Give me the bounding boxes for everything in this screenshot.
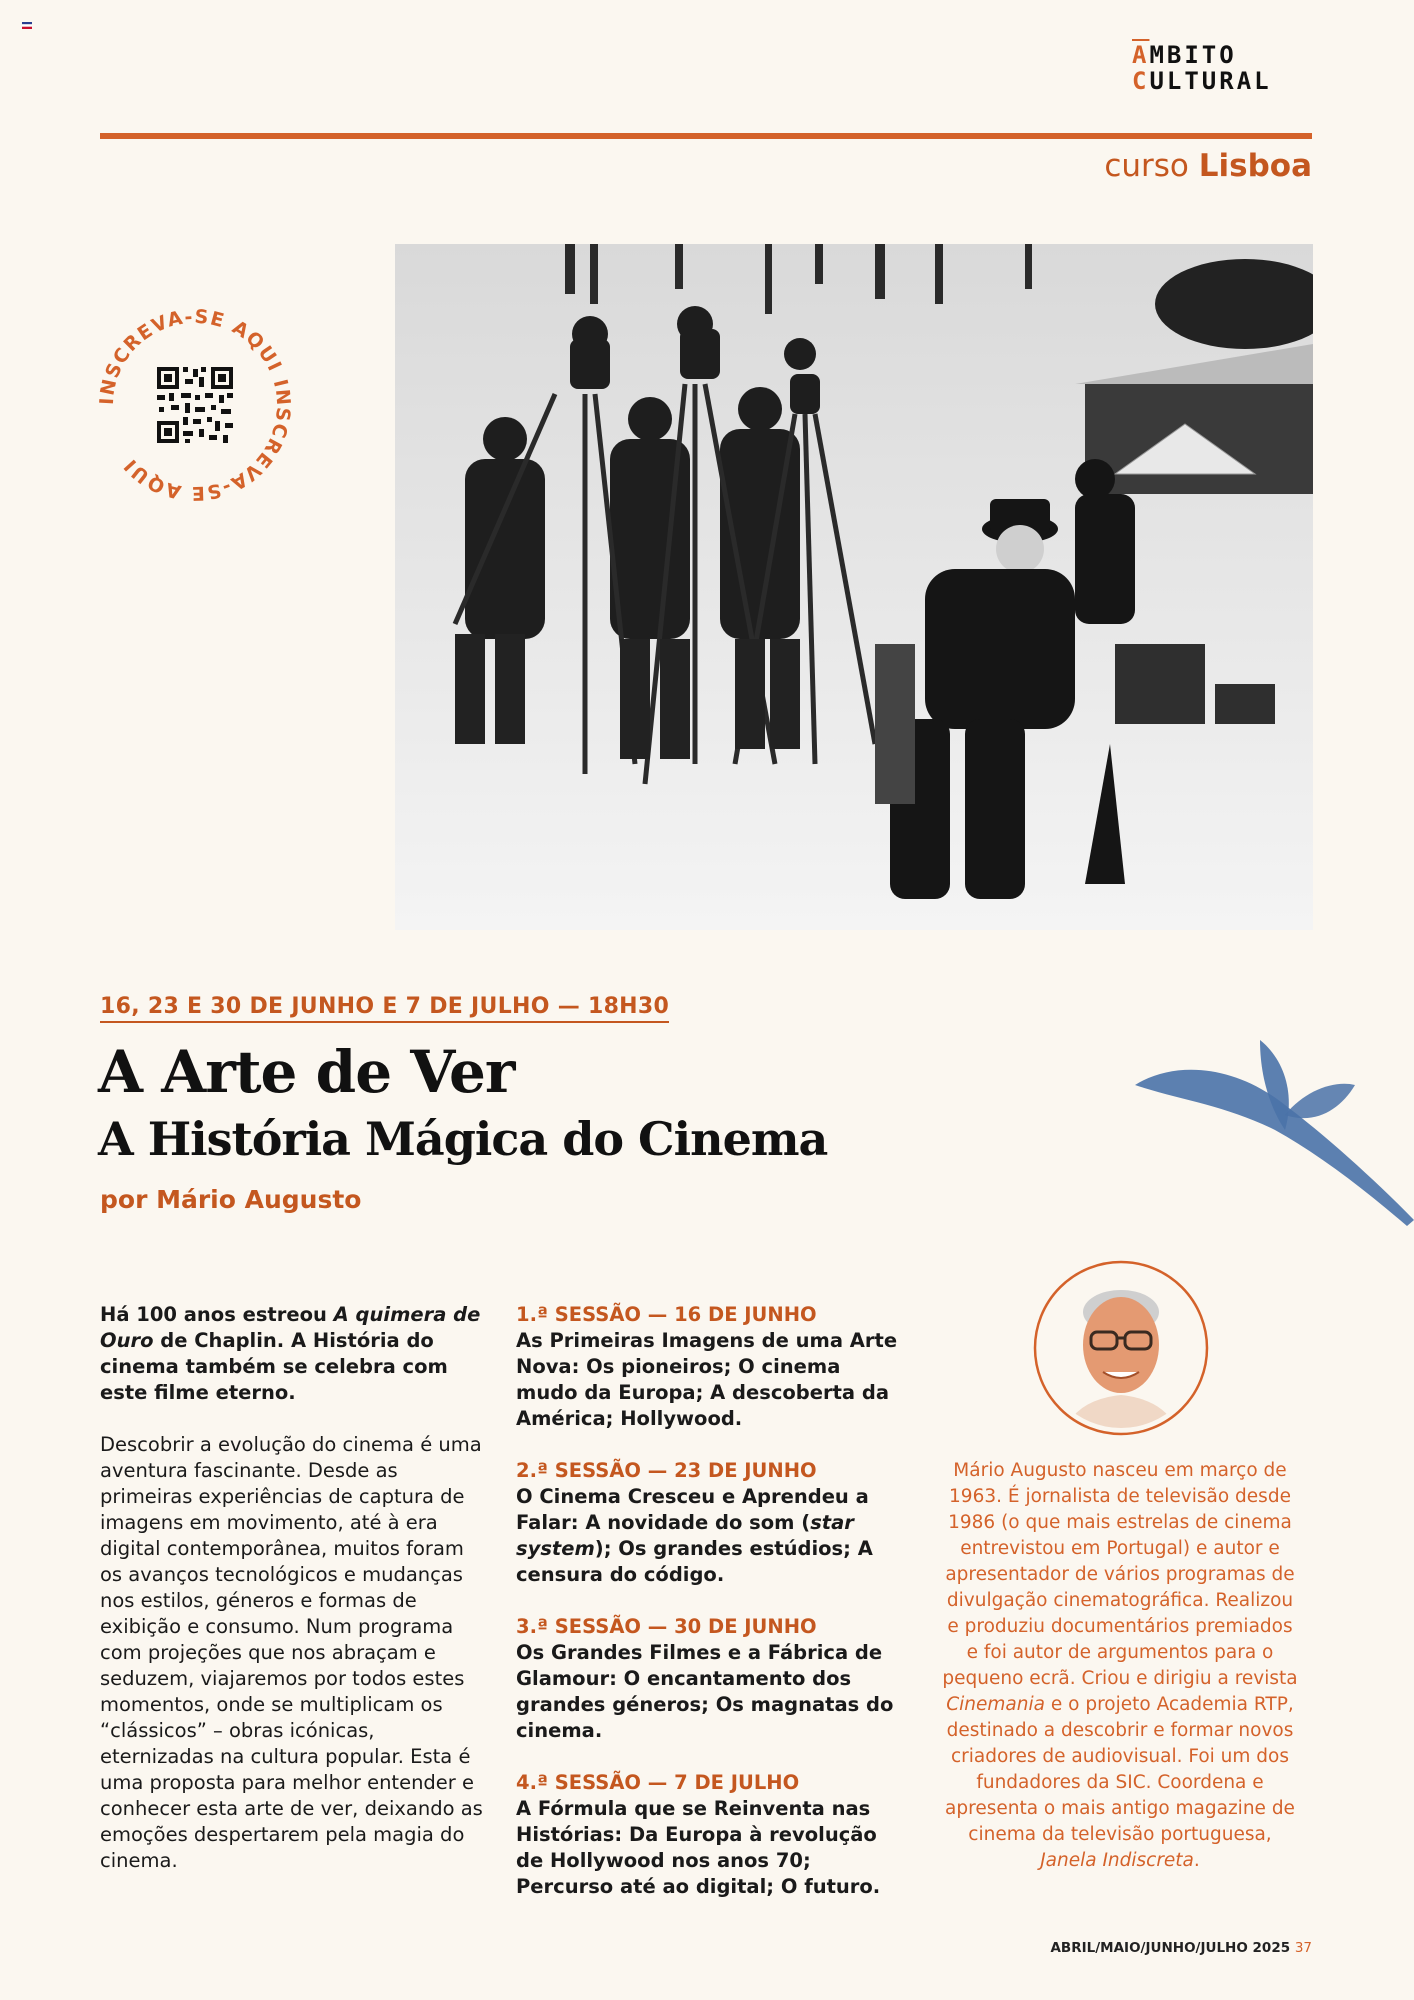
- author-bio: Mário Augusto nasceu em março de 1963. É jornalista de televisão desde 1986 (o que mais estrelas de cinema entrevistou em Portugal) e autor e apresentador de vários programas de divulgação cinematográfica. Realizou e produziu documentários premiados e foi autor de argumentos para o pequeno ecrã. Criou e dirigiu a revista Cinemania e o projeto Academia RTP, destinado a descobrir e formar novos criadores de audiovisual. Foi um dos fundadores da SIC. Coordena e apresenta o mais antigo magazine de cinema da televisão portuguesa, Janela Indiscreta.: [942, 1460, 1298, 1871]
- session-heading: 4.ª SESSÃO — 7 DE JULHO: [516, 1771, 800, 1794]
- session-heading: 3.ª SESSÃO — 30 DE JUNHO: [516, 1615, 817, 1638]
- intro-body: Descobrir a evolução do cinema é uma aventura fascinante. Desde as primeiras experiências de captura de imagens em movimento, até à era digital contemporânea, muitos foram os avanços tecnológicos e mudanças nos estilos, géneros e formas de exibição e consumo. Num programa com projeções que nos abraçam e seduzem, viajaremos por todos estes momentos, onde se multiplicam os “clássicos” – obras icónicas, eternizadas na cultura popular. Esta é uma proposta para melhor entender e conhecer esta arte de ver, deixando as emoções despertarem pela magia do cinema.: [100, 1433, 483, 1872]
- event-byline: por Mário Augusto: [100, 1185, 362, 1214]
- issue-label: ABRIL/MAIO/JUNHO/JULHO 2025: [1050, 1940, 1291, 1956]
- session-text: A Fórmula que se Reinventa nas Histórias: Da Europa à revolução de Hollywood nos anos 70; Percurso até ao digital; O futuro.: [516, 1797, 881, 1898]
- event-subtitle: A História Mágica do Cinema: [98, 1112, 828, 1166]
- page-number: 37: [1294, 1940, 1312, 1956]
- logo-line-1: $\overline{A}MBITO$: [1132, 41, 1237, 69]
- session-item: [516, 1458, 906, 1588]
- signup-ring-text: INSCREVA-SE AQUI INSCREVA-SE AQUI: [95, 305, 295, 505]
- section-city: Lisboa: [1198, 148, 1312, 184]
- session-heading: 1.ª SESSÃO — 16 DE JUNHO: [516, 1303, 817, 1326]
- flag-icon: [22, 22, 32, 29]
- session-text: As Primeiras Imagens de uma Arte Nova: Os pioneiros; O cinema mudo da Europa; A descoberta da América; Hollywood.: [516, 1329, 898, 1430]
- publication-logo[interactable]: [1132, 42, 1312, 98]
- intro-lead: Há 100 anos estreou A quimera de Ouro de Chaplin. A História do cinema também se celebra com este filme eterno.: [100, 1303, 481, 1404]
- page-footer: [1050, 1940, 1312, 1956]
- sessions-column: [516, 1302, 906, 1926]
- intro-column: [100, 1302, 490, 1874]
- event-title: A Arte de Ver: [98, 1038, 515, 1106]
- signup-qr-badge[interactable]: [95, 305, 295, 505]
- qr-code-icon[interactable]: [155, 365, 235, 445]
- session-item: [516, 1614, 906, 1744]
- session-text: Os Grandes Filmes e a Fábrica de Glamour: O encantamento dos grandes géneros; Os magnatas do cinema.: [516, 1641, 894, 1742]
- header-rule: [100, 133, 1312, 139]
- session-heading: 2.ª SESSÃO — 23 DE JUNHO: [516, 1459, 817, 1482]
- leaf-decoration-icon: [1135, 1030, 1414, 1230]
- section-prefix: curso: [1104, 148, 1189, 184]
- session-item: [516, 1770, 906, 1900]
- hero-photo: [395, 244, 1313, 930]
- session-text: O Cinema Cresceu e Aprendeu a Falar: A novidade do som (star system); Os grandes estúdios; A censura do código.: [516, 1485, 873, 1586]
- author-portrait: [1033, 1260, 1209, 1436]
- event-dates: 16, 23 E 30 DE JUNHO E 7 DE JULHO — 18H30: [100, 994, 669, 1023]
- logo-line-2: CULTURAL: [1132, 67, 1272, 95]
- session-item: [516, 1302, 906, 1432]
- section-label: [1104, 148, 1312, 184]
